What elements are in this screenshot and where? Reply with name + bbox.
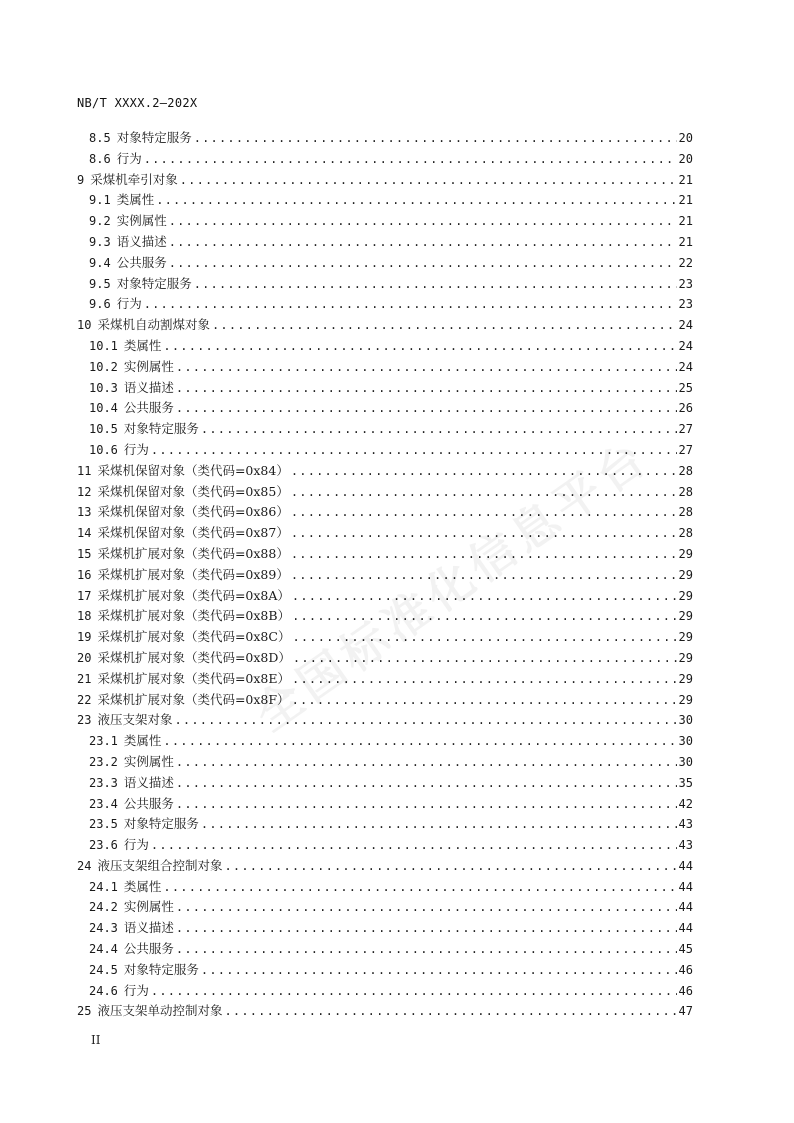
dot-leader xyxy=(156,190,676,211)
dot-leader xyxy=(151,440,677,461)
toc-entry-title: 采煤机扩展对象（类代码=0x8F） xyxy=(97,691,290,707)
toc-entry-page-number: 29 xyxy=(678,567,693,582)
toc-entry-page-number: 29 xyxy=(678,650,693,665)
toc-entry-title: 语义描述 xyxy=(116,233,167,249)
toc-entry[interactable] xyxy=(77,315,693,336)
toc-entry[interactable] xyxy=(77,814,693,835)
toc-entry-number: 25 xyxy=(77,1004,92,1019)
toc-entry-number: 10.4 xyxy=(89,401,118,416)
toc-entry[interactable] xyxy=(77,128,693,149)
dot-leader xyxy=(174,710,676,731)
toc-entry[interactable] xyxy=(77,419,693,440)
dot-leader xyxy=(144,294,677,315)
toc-entry-title: 语义描述 xyxy=(123,920,174,936)
toc-entry-page-number: 27 xyxy=(678,422,693,437)
toc-entry-page-number: 43 xyxy=(678,817,693,832)
toc-entry-title: 类属性 xyxy=(123,733,162,749)
toc-entry[interactable] xyxy=(77,378,693,399)
toc-entry[interactable] xyxy=(77,960,693,981)
toc-entry-page-number: 27 xyxy=(678,442,693,457)
dot-leader xyxy=(291,502,677,523)
toc-entry[interactable] xyxy=(77,190,693,211)
dot-leader xyxy=(201,814,677,835)
toc-entry-title: 采煤机扩展对象（类代码=0x8E） xyxy=(97,670,291,686)
toc-entry-title: 实例属性 xyxy=(123,753,174,769)
toc-entry-page-number: 29 xyxy=(678,609,693,624)
toc-entry-title: 行为 xyxy=(116,296,142,312)
dot-leader xyxy=(176,398,677,419)
toc-entry-title: 行为 xyxy=(123,982,149,998)
dot-leader xyxy=(169,253,677,274)
toc-entry-number: 9.5 xyxy=(89,276,111,291)
toc-entry-number: 9.1 xyxy=(89,193,111,208)
toc-entry-page-number: 43 xyxy=(678,838,693,853)
toc-entry[interactable] xyxy=(77,731,693,752)
dot-leader xyxy=(224,856,676,877)
watermark: 全国标准化信息平台 xyxy=(245,428,660,742)
toc-entry-number: 23 xyxy=(77,713,92,728)
dot-leader xyxy=(176,794,677,815)
dot-leader xyxy=(176,897,677,918)
dot-leader xyxy=(194,274,677,295)
toc-entry-page-number: 29 xyxy=(678,671,693,686)
toc-entry-title: 行为 xyxy=(116,150,142,166)
toc-entry-page-number: 35 xyxy=(678,775,693,790)
toc-entry-title: 采煤机扩展对象（类代码=0x8A） xyxy=(97,587,290,603)
table-of-contents xyxy=(77,128,693,1022)
toc-entry-number: 23.4 xyxy=(89,796,118,811)
toc-entry[interactable] xyxy=(77,565,693,586)
dot-leader xyxy=(292,690,677,711)
toc-entry[interactable] xyxy=(77,773,693,794)
dot-leader xyxy=(176,918,677,939)
toc-entry[interactable] xyxy=(77,336,693,357)
dot-leader xyxy=(292,586,677,607)
toc-entry-page-number: 44 xyxy=(678,858,693,873)
toc-entry-title: 对象特定服务 xyxy=(123,421,199,437)
dot-leader xyxy=(291,461,677,482)
toc-entry-page-number: 46 xyxy=(678,983,693,998)
toc-entry-title: 实例属性 xyxy=(123,899,174,915)
toc-entry-title: 采煤机扩展对象（类代码=0x8B） xyxy=(97,608,291,624)
toc-entry-title: 实例属性 xyxy=(116,213,167,229)
page-number: II xyxy=(91,1033,101,1047)
toc-entry-number: 20 xyxy=(77,650,92,665)
toc-entry-number: 23.5 xyxy=(89,817,118,832)
toc-entry-number: 24.1 xyxy=(89,879,118,894)
toc-entry-number: 10.5 xyxy=(89,422,118,437)
toc-entry-page-number: 30 xyxy=(678,734,693,749)
dot-leader xyxy=(291,544,677,565)
toc-entry-page-number: 25 xyxy=(678,380,693,395)
toc-entry-page-number: 44 xyxy=(678,921,693,936)
toc-entry[interactable] xyxy=(77,523,693,544)
toc-entry-page-number: 28 xyxy=(678,526,693,541)
toc-entry[interactable] xyxy=(77,690,693,711)
toc-entry-number: 24.4 xyxy=(89,942,118,957)
toc-entry-title: 采煤机扩展对象（类代码=0x88） xyxy=(97,545,289,561)
toc-entry-number: 17 xyxy=(77,588,92,603)
toc-entry-number: 23.6 xyxy=(89,838,118,853)
toc-entry-title: 公共服务 xyxy=(123,795,174,811)
toc-entry-page-number: 22 xyxy=(678,255,693,270)
toc-entry-page-number: 29 xyxy=(678,692,693,707)
toc-entry-page-number: 21 xyxy=(678,234,693,249)
toc-entry-number: 10.2 xyxy=(89,359,118,374)
toc-entry-title: 采煤机保留对象（类代码=0x86） xyxy=(97,504,289,520)
toc-entry[interactable] xyxy=(77,502,693,523)
toc-entry[interactable] xyxy=(77,274,693,295)
toc-entry-number: 16 xyxy=(77,567,92,582)
dot-leader xyxy=(293,648,677,669)
toc-entry-title: 采煤机保留对象（类代码=0x84） xyxy=(97,462,289,478)
toc-entry[interactable] xyxy=(77,232,693,253)
document-code-header: NB/T XXXX.2—202X xyxy=(77,96,198,110)
toc-entry[interactable] xyxy=(77,294,693,315)
toc-entry[interactable] xyxy=(77,357,693,378)
dot-leader xyxy=(151,981,677,1002)
toc-entry-title: 采煤机自动割煤对象 xyxy=(97,317,210,333)
dot-leader xyxy=(291,565,677,586)
toc-entry-page-number: 24 xyxy=(678,359,693,374)
toc-entry-page-number: 28 xyxy=(678,484,693,499)
toc-entry-title: 行为 xyxy=(123,441,149,457)
toc-entry-page-number: 23 xyxy=(678,276,693,291)
toc-entry[interactable] xyxy=(77,856,693,877)
dot-leader xyxy=(176,939,677,960)
toc-entry[interactable] xyxy=(77,627,693,648)
dot-leader xyxy=(169,232,677,253)
toc-entry-number: 12 xyxy=(77,484,92,499)
toc-entry-title: 液压支架对象 xyxy=(97,712,173,728)
dot-leader xyxy=(176,752,677,773)
toc-entry-page-number: 45 xyxy=(678,942,693,957)
toc-entry-page-number: 30 xyxy=(678,713,693,728)
dot-leader xyxy=(163,877,676,898)
toc-entry-number: 23.1 xyxy=(89,734,118,749)
toc-entry-title: 实例属性 xyxy=(123,358,174,374)
dot-leader xyxy=(180,170,677,191)
toc-entry-title: 类属性 xyxy=(123,337,162,353)
dot-leader xyxy=(176,357,677,378)
toc-entry[interactable] xyxy=(77,586,693,607)
toc-entry[interactable] xyxy=(77,752,693,773)
toc-entry-number: 24.2 xyxy=(89,900,118,915)
toc-entry[interactable] xyxy=(77,939,693,960)
dot-leader xyxy=(292,606,676,627)
toc-entry-title: 类属性 xyxy=(116,192,155,208)
toc-entry-number: 15 xyxy=(77,546,92,561)
toc-entry-page-number: 20 xyxy=(678,151,693,166)
toc-entry-number: 19 xyxy=(77,630,92,645)
toc-entry-number: 21 xyxy=(77,671,92,686)
toc-entry[interactable] xyxy=(77,794,693,815)
toc-entry-title: 采煤机扩展对象（类代码=0x89） xyxy=(97,566,289,582)
toc-entry[interactable] xyxy=(77,918,693,939)
toc-entry[interactable] xyxy=(77,981,693,1002)
toc-entry-title: 公共服务 xyxy=(123,941,174,957)
toc-entry[interactable] xyxy=(77,149,693,170)
toc-entry[interactable] xyxy=(77,440,693,461)
toc-entry-title: 采煤机扩展对象（类代码=0x8C） xyxy=(97,629,291,645)
dot-leader xyxy=(163,731,676,752)
dot-leader xyxy=(292,669,677,690)
dot-leader xyxy=(291,482,677,503)
toc-entry-number: 13 xyxy=(77,505,92,520)
toc-entry-title: 采煤机保留对象（类代码=0x87） xyxy=(97,525,289,541)
toc-entry-title: 语义描述 xyxy=(123,379,174,395)
toc-entry-page-number: 28 xyxy=(678,505,693,520)
toc-entry-number: 8.6 xyxy=(89,151,111,166)
dot-leader xyxy=(291,523,677,544)
toc-entry-title: 对象特定服务 xyxy=(116,275,192,291)
toc-entry-page-number: 29 xyxy=(678,546,693,561)
toc-entry-page-number: 30 xyxy=(678,754,693,769)
toc-entry[interactable] xyxy=(77,877,693,898)
toc-entry-number: 9.2 xyxy=(89,214,111,229)
toc-entry-number: 18 xyxy=(77,609,92,624)
toc-entry-page-number: 29 xyxy=(678,630,693,645)
toc-entry[interactable] xyxy=(77,710,693,731)
toc-entry-title: 对象特定服务 xyxy=(116,130,192,145)
toc-entry-title: 对象特定服务 xyxy=(123,961,199,977)
toc-entry[interactable] xyxy=(77,669,693,690)
dot-leader xyxy=(176,378,677,399)
toc-entry-title: 公共服务 xyxy=(123,400,174,416)
toc-entry-title: 公共服务 xyxy=(116,254,167,270)
toc-entry-number: 10.6 xyxy=(89,442,118,457)
toc-entry-title: 行为 xyxy=(123,837,149,853)
toc-entry-number: 23.3 xyxy=(89,775,118,790)
dot-leader xyxy=(212,315,677,336)
toc-entry-number: 9 xyxy=(77,172,85,187)
dot-leader xyxy=(151,835,677,856)
toc-entry-page-number: 46 xyxy=(678,962,693,977)
toc-entry-number: 10.1 xyxy=(89,338,118,353)
dot-leader xyxy=(194,128,677,149)
toc-entry-page-number: 28 xyxy=(678,463,693,478)
toc-entry-number: 23.2 xyxy=(89,754,118,769)
toc-entry-page-number: 23 xyxy=(678,297,693,312)
toc-entry-title: 类属性 xyxy=(123,878,162,894)
toc-entry-number: 10.3 xyxy=(89,380,118,395)
toc-entry-number: 24.5 xyxy=(89,962,118,977)
dot-leader xyxy=(201,960,677,981)
toc-entry-page-number: 20 xyxy=(678,131,693,145)
toc-entry[interactable] xyxy=(77,461,693,482)
toc-entry[interactable] xyxy=(77,1001,693,1022)
toc-entry-page-number: 42 xyxy=(678,796,693,811)
toc-entry-number: 24.6 xyxy=(89,983,118,998)
toc-entry-page-number: 29 xyxy=(678,588,693,603)
toc-entry[interactable] xyxy=(77,170,693,191)
toc-entry-page-number: 24 xyxy=(678,338,693,353)
dot-leader xyxy=(169,211,677,232)
dot-leader xyxy=(163,336,676,357)
dot-leader xyxy=(292,627,676,648)
toc-entry-page-number: 44 xyxy=(678,900,693,915)
toc-entry[interactable] xyxy=(77,253,693,274)
toc-entry-page-number: 21 xyxy=(678,193,693,208)
toc-entry-page-number: 24 xyxy=(678,318,693,333)
toc-entry-number: 9.6 xyxy=(89,297,111,312)
toc-entry-number: 24 xyxy=(77,858,92,873)
toc-entry-page-number: 47 xyxy=(678,1004,693,1019)
toc-entry-number: 8.5 xyxy=(89,131,111,145)
toc-entry-page-number: 21 xyxy=(678,214,693,229)
toc-entry-page-number: 44 xyxy=(678,879,693,894)
toc-entry[interactable] xyxy=(77,835,693,856)
toc-entry[interactable] xyxy=(77,648,693,669)
toc-entry-page-number: 21 xyxy=(678,172,693,187)
toc-entry-number: 9.3 xyxy=(89,234,111,249)
dot-leader xyxy=(224,1001,676,1022)
toc-entry-number: 10 xyxy=(77,318,92,333)
toc-entry-number: 14 xyxy=(77,526,92,541)
toc-entry-title: 采煤机保留对象（类代码=0x85） xyxy=(97,483,289,499)
toc-entry[interactable] xyxy=(77,398,693,419)
toc-entry[interactable] xyxy=(77,211,693,232)
dot-leader xyxy=(201,419,677,440)
toc-entry-page-number: 26 xyxy=(678,401,693,416)
toc-entry-title: 对象特定服务 xyxy=(123,816,199,832)
toc-entry-number: 9.4 xyxy=(89,255,111,270)
toc-entry[interactable] xyxy=(77,544,693,565)
toc-entry-title: 采煤机扩展对象（类代码=0x8D） xyxy=(97,649,291,665)
toc-entry-title: 语义描述 xyxy=(123,774,174,790)
dot-leader xyxy=(176,773,677,794)
toc-entry-title: 采煤机牵引对象 xyxy=(90,171,178,187)
toc-entry-number: 11 xyxy=(77,463,92,478)
toc-entry[interactable] xyxy=(77,606,693,627)
toc-entry-title: 液压支架单动控制对象 xyxy=(97,1003,223,1019)
toc-entry-title: 液压支架组合控制对象 xyxy=(97,857,223,873)
toc-entry[interactable] xyxy=(77,897,693,918)
toc-entry-number: 22 xyxy=(77,692,92,707)
toc-entry-number: 24.3 xyxy=(89,921,118,936)
dot-leader xyxy=(144,149,677,170)
toc-entry[interactable] xyxy=(77,482,693,503)
